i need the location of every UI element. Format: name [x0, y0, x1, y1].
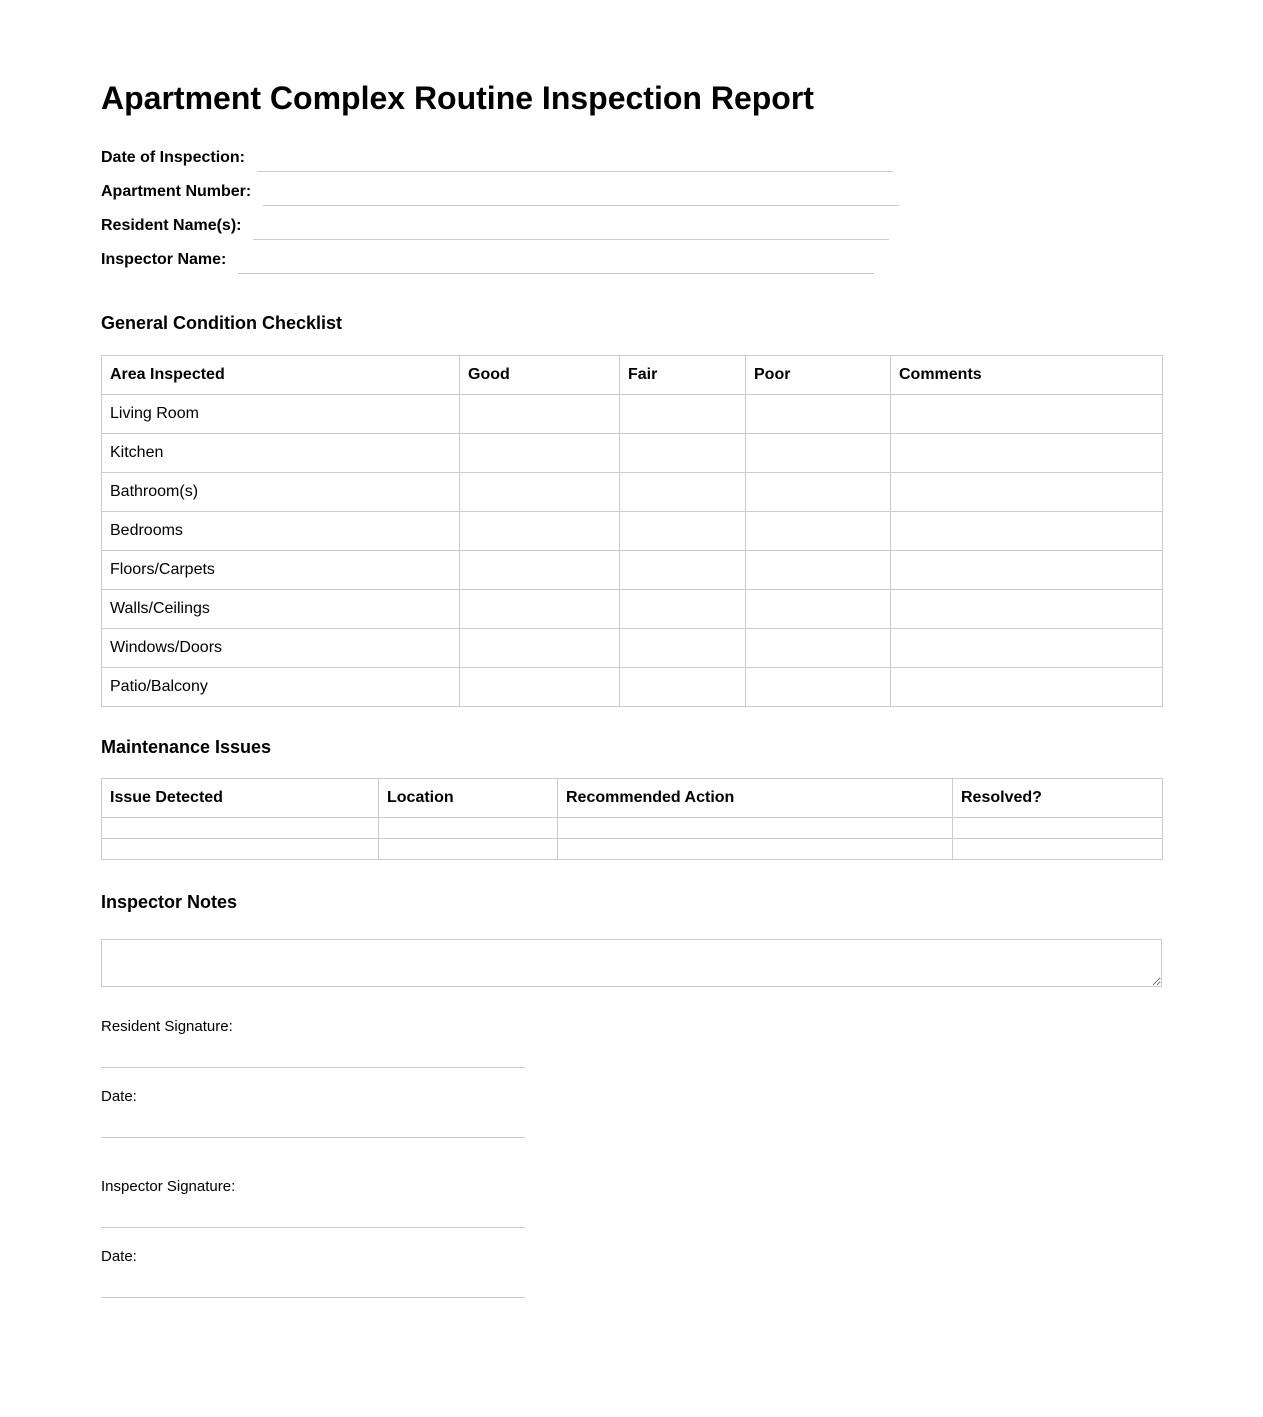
comments-cell[interactable]: [891, 551, 1163, 590]
inspector-signature-input[interactable]: [101, 1197, 525, 1228]
good-cell[interactable]: [460, 629, 620, 668]
col-resolved: Resolved?: [953, 779, 1163, 818]
table-row: [102, 668, 1163, 707]
good-cell[interactable]: [460, 551, 620, 590]
location-cell[interactable]: [379, 839, 558, 860]
good-cell[interactable]: [460, 473, 620, 512]
table-row: [102, 512, 1163, 551]
date-of-inspection-label: Date of Inspection:: [101, 149, 246, 166]
good-cell[interactable]: [460, 590, 620, 629]
issue-cell[interactable]: [102, 839, 379, 860]
action-cell[interactable]: [558, 839, 953, 860]
apartment-number-label: Apartment Number:: [101, 183, 252, 200]
table-row: [102, 839, 1163, 860]
apartment-number-row: [101, 172, 1162, 206]
inspector-name-label: Inspector Name:: [101, 251, 227, 268]
table-row: [102, 434, 1163, 473]
maintenance-table: [101, 778, 1163, 860]
inspector-date-input[interactable]: [101, 1267, 525, 1298]
fair-cell[interactable]: [620, 512, 746, 551]
poor-cell[interactable]: [746, 434, 891, 473]
good-cell[interactable]: [460, 668, 620, 707]
area-cell: Bathroom(s): [102, 473, 460, 512]
col-issue-detected: Issue Detected: [102, 779, 379, 818]
date-of-inspection-input[interactable]: [257, 145, 893, 172]
area-cell: Walls/Ceilings: [102, 590, 460, 629]
signature-section: [101, 1017, 1162, 1298]
fair-cell[interactable]: [620, 473, 746, 512]
poor-cell[interactable]: [746, 629, 891, 668]
resident-names-label: Resident Name(s):: [101, 217, 242, 234]
area-cell: Kitchen: [102, 434, 460, 473]
date-of-inspection-row: [101, 138, 1162, 172]
comments-cell[interactable]: [891, 629, 1163, 668]
col-location: Location: [379, 779, 558, 818]
resolved-cell[interactable]: [953, 839, 1163, 860]
good-cell[interactable]: [460, 395, 620, 434]
inspector-signature-block: [101, 1177, 525, 1228]
location-cell[interactable]: [379, 818, 558, 839]
table-row: [102, 395, 1163, 434]
inspector-name-row: [101, 240, 1162, 274]
checklist-table: [101, 355, 1163, 707]
issue-cell[interactable]: [102, 818, 379, 839]
checklist-heading: General Condition Checklist: [101, 313, 343, 333]
fair-cell[interactable]: [620, 395, 746, 434]
inspector-date-block: [101, 1247, 525, 1298]
area-cell: Living Room: [102, 395, 460, 434]
col-recommended-action: Recommended Action: [558, 779, 953, 818]
table-row: [102, 629, 1163, 668]
poor-cell[interactable]: [746, 395, 891, 434]
col-fair: Fair: [620, 356, 746, 395]
inspector-name-input[interactable]: [238, 247, 874, 274]
checklist-header-row: [102, 356, 1163, 395]
resident-signature-input[interactable]: [101, 1037, 525, 1068]
resident-date-label: Date:: [101, 1088, 137, 1105]
table-row: [102, 473, 1163, 512]
col-comments: Comments: [891, 356, 1163, 395]
fair-cell[interactable]: [620, 551, 746, 590]
resident-date-input[interactable]: [101, 1107, 525, 1138]
page-title: Apartment Complex Routine Inspection Report: [101, 80, 814, 116]
fair-cell[interactable]: [620, 629, 746, 668]
area-cell: Bedrooms: [102, 512, 460, 551]
poor-cell[interactable]: [746, 668, 891, 707]
comments-cell[interactable]: [891, 590, 1163, 629]
col-good: Good: [460, 356, 620, 395]
resident-signature-block: [101, 1017, 525, 1068]
good-cell[interactable]: [460, 512, 620, 551]
comments-cell[interactable]: [891, 473, 1163, 512]
inspection-report-page: [101, 0, 1162, 1417]
area-cell: Patio/Balcony: [102, 668, 460, 707]
good-cell[interactable]: [460, 434, 620, 473]
inspector-notes-textarea[interactable]: [101, 939, 1162, 987]
comments-cell[interactable]: [891, 512, 1163, 551]
poor-cell[interactable]: [746, 473, 891, 512]
fair-cell[interactable]: [620, 590, 746, 629]
inspector-signature-label: Inspector Signature:: [101, 1178, 236, 1195]
area-cell: Floors/Carpets: [102, 551, 460, 590]
col-area-inspected: Area Inspected: [102, 356, 460, 395]
table-row: [102, 590, 1163, 629]
resident-date-block: [101, 1087, 525, 1138]
resident-names-input[interactable]: [253, 213, 889, 240]
fair-cell[interactable]: [620, 434, 746, 473]
maintenance-heading: Maintenance Issues: [101, 737, 272, 757]
table-row: [102, 551, 1163, 590]
poor-cell[interactable]: [746, 590, 891, 629]
area-cell: Windows/Doors: [102, 629, 460, 668]
maintenance-header-row: [102, 779, 1163, 818]
apartment-number-input[interactable]: [263, 179, 899, 206]
col-poor: Poor: [746, 356, 891, 395]
resident-names-row: [101, 206, 1162, 240]
comments-cell[interactable]: [891, 668, 1163, 707]
resolved-cell[interactable]: [953, 818, 1163, 839]
inspector-notes-heading: Inspector Notes: [101, 892, 238, 912]
poor-cell[interactable]: [746, 551, 891, 590]
fair-cell[interactable]: [620, 668, 746, 707]
comments-cell[interactable]: [891, 395, 1163, 434]
comments-cell[interactable]: [891, 434, 1163, 473]
table-row: [102, 818, 1163, 839]
inspector-date-label: Date:: [101, 1248, 137, 1265]
resident-signature-label: Resident Signature:: [101, 1018, 233, 1035]
poor-cell[interactable]: [746, 512, 891, 551]
action-cell[interactable]: [558, 818, 953, 839]
